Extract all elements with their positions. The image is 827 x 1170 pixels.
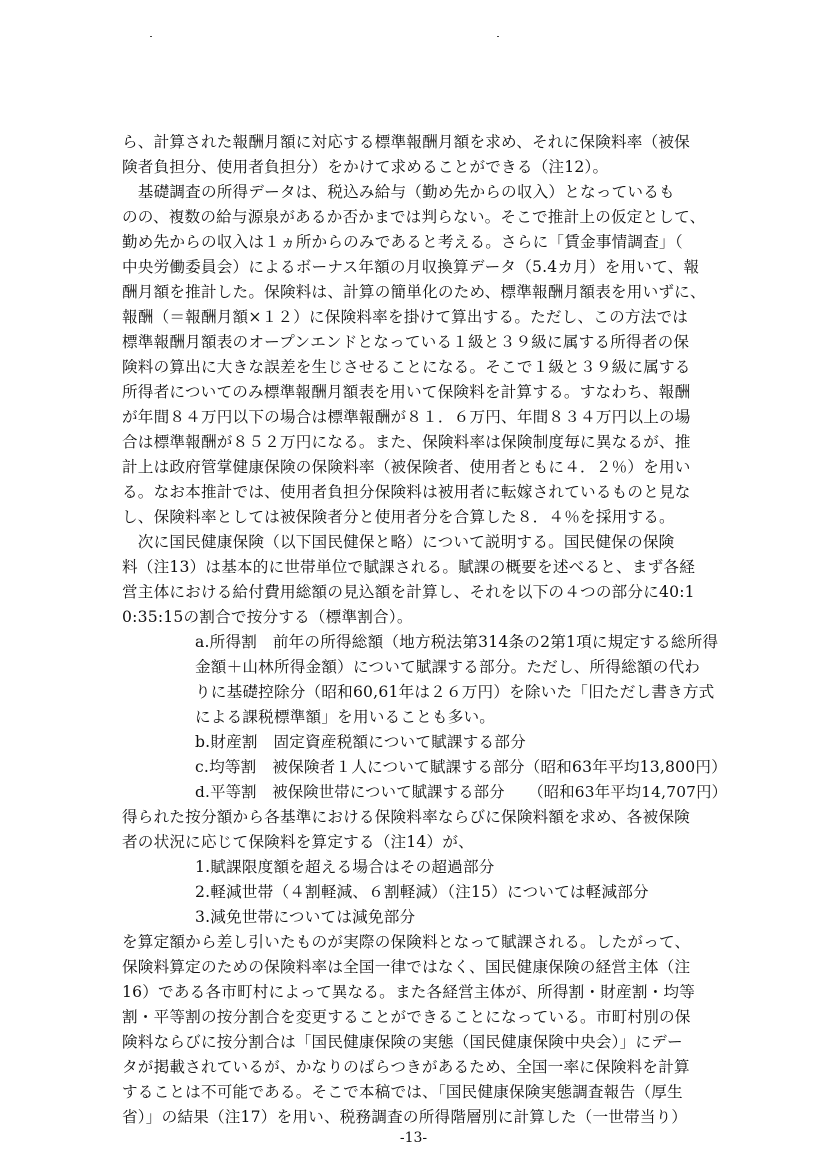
text-line: 16）である各市町村によって異なる。また各経営主体が、所得割・財産割・均等 xyxy=(122,983,696,1001)
text-line: 険料ならびに按分割合は「国民健康保険の実態（国民健康保険中央会）」にデー xyxy=(122,1033,683,1051)
text-line: る。なお本推計では、使用者負担分保険料は被用者に転嫁されているものと見な xyxy=(122,483,691,501)
item-b-line: b.財産割 固定資産税額について賦課する部分 xyxy=(195,733,526,751)
text-line: を算定額から差し引いたものが実際の保険料となって賦課される。したがって、 xyxy=(122,933,691,951)
item-a-line: による課税標準額」を用いることも多い。 xyxy=(195,708,496,726)
text-line: ら、計算された報酬月額に対応する標準報酬月額を求め、それに保険料率（被保 xyxy=(122,133,690,151)
text-line: 省）」の結果（注17）を用い、税務調査の所得階層別に計算した（一世帯当り） xyxy=(122,1108,688,1126)
text-line: 中央労働委員会）によるボーナス年額の月収換算データ（5.4カ月）を用いて、報 xyxy=(122,258,700,276)
item-a-line: a.所得割 前年の所得総額（地方税法第314条の2第1項に規定する総所得 xyxy=(195,633,719,651)
text-line: 保険料算定のための保険料率は全国一律ではなく、国民健康保険の経営主体（注 xyxy=(122,958,691,976)
text-line: 料（注13）は基本的に世帯単位で賦課される。賦課の概要を述べると、まず各経 xyxy=(122,558,696,576)
numbered-item: 2.軽減世帯（４割軽減、６割軽減）（注15）については軽減部分 xyxy=(195,883,649,901)
text-line: 所得者についてのみ標準報酬月額表を用いて保険料を計算する。すなわち、報酬 xyxy=(122,383,691,401)
text-line: 得られた按分額から各基準における保険料率ならびに保険料額を求め、各被保険 xyxy=(122,808,690,826)
text-line: し、保険料率としては被保険者分と使用者分を合算した８．４％を採用する。 xyxy=(122,508,675,526)
item-d-line: d.平等割 被保険世帯について賦課する部分 （昭和63年平均14,707円） xyxy=(195,783,728,801)
page-number: -13- xyxy=(399,1130,428,1146)
text-line: 合は標準報酬が８５２万円になる。また、保険料率は保険制度毎に異なるが、推 xyxy=(122,433,691,451)
scan-speck xyxy=(497,36,499,37)
item-a-line: 金額＋山林所得金額）について賦課する部分。ただし、所得総額の代わ xyxy=(195,658,701,676)
text-line: 険料の算出に大きな誤差を生じさせることになる。そこで１級と３９級に属する xyxy=(122,358,691,376)
numbered-item: 3.減免世帯については減免部分 xyxy=(195,908,416,926)
text-line: 者の状況に応じて保険料を算定する（注14）が、 xyxy=(122,833,474,851)
item-a-line: りに基礎控除分（昭和60,61年は２６万円）を除いた「旧ただし書き方式 xyxy=(195,683,715,701)
scan-speck xyxy=(150,36,152,37)
text-line: 基礎調査の所得データは、税込み給与（勤め先からの収入）となっているも xyxy=(122,183,675,201)
text-line: 計上は政府管掌健康保険の保険料率（被保険者、使用者ともに４．２％）を用い xyxy=(122,458,691,476)
text-line: 標準報酬月額表のオープンエンドとなっている１級と３９級に属する所得者の保 xyxy=(122,333,690,351)
text-line: することは不可能である。そこで本稿では、「国民健康保険実態調査報告（厚生 xyxy=(122,1083,683,1101)
text-line: のの、複数の給与源泉があるか否かまでは判らない。そこで推計上の仮定として、 xyxy=(122,208,706,226)
numbered-item: 1.賦課限度額を超える場合はその超過部分 xyxy=(195,858,495,876)
text-line: が年間８４万円以下の場合は標準報酬が８１．６万円、年間８３４万円以上の場 xyxy=(122,408,691,426)
text-line: 険者負担分、使用者負担分）をかけて求めることができる（注12）。 xyxy=(122,158,609,176)
text-line: 0:35:15の割合で按分する（標準割合）。 xyxy=(122,608,413,626)
text-line: 酬月額を推計した。保険料は、計算の簡単化のため、標準報酬月額表を用いずに、 xyxy=(122,283,706,301)
text-line: 報酬（＝報酬月額×１２）に保険料率を掛けて算出する。ただし、この方法では xyxy=(122,308,689,326)
text-line: 勤め先からの収入は１ヵ所からのみであると考える。さらに「賃金事情調査」（ xyxy=(122,233,683,251)
text-line: 次に国民健康保険（以下国民健保と略）について説明する。国民健保の保険 xyxy=(122,533,675,551)
text-line: 営主体における給付費用総額の見込額を計算し、それを以下の４つの部分に40:1 xyxy=(122,583,695,601)
item-c-line: c.均等割 被保険者１人について賦課する部分（昭和63年平均13,800円） xyxy=(195,758,728,776)
text-line: 割・平等割の按分割合を変更することができることになっている。市町村別の保 xyxy=(122,1008,691,1026)
text-line: タが掲載されているが、かなりのばらつきがあるため、全国一率に保険料を計算 xyxy=(122,1058,690,1076)
